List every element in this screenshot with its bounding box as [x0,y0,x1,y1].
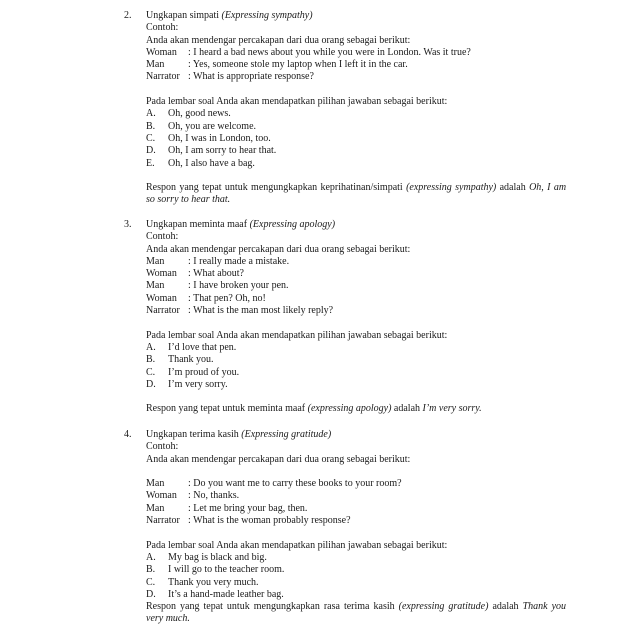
dialogue-line: Man : I really made a mistake. [146,255,290,267]
answer-paragraph: Respon yang tepat untuk mengungkapkan keprihatinan/simpati (expressing sympathy) adalah Oh, I am so sorry to hear that. [146,182,567,206]
options-intro: Pada lembar soal Anda akan mendapatkan pilihan jawaban sebagai berikut: [146,96,448,108]
section-number: 4. [124,429,132,440]
section-number: 2. [124,10,132,21]
option-item: D. Oh, I am sorry to hear that. [146,145,277,157]
options-intro: Pada lembar soal Anda akan mendapatkan pilihan jawaban sebagai berikut: [146,539,448,551]
dialogue-line: Narrator : What is appropriate response? [146,71,314,83]
section-title: Ungkapan meminta maaf (Expressing apology) [146,219,336,230]
option-item: E. Oh, I also have a bag. [146,157,255,169]
dialogue-line: Woman : No, thanks. [146,490,240,502]
dialogue-line: Woman : I heard a bad news about you while you were in London. Was it true? [146,46,471,58]
dialogue-line: Woman : What about? [146,268,244,280]
contoh-label: Contoh: [146,441,179,453]
option-item: D. I’m very sorry. [146,378,228,390]
intro-text: Anda akan mendengar percakapan dari dua orang sebagai berikut: [146,243,411,255]
option-item: C. Thank you very much. [146,576,259,588]
dialogue-line: Man : Let me bring your bag, then. [146,502,308,514]
option-item: D. It’s a hand-made leather bag. [146,588,284,600]
option-item: A. Oh, good news. [146,108,231,120]
options-intro: Pada lembar soal Anda akan mendapatkan pilihan jawaban sebagai berikut: [146,329,448,341]
option-item: A. I’d love that pen. [146,341,237,353]
dialogue-line: Narrator : What is the man most likely reply? [146,305,334,317]
answer-paragraph: Respon yang tepat untuk meminta maaf (expressing apology) adalah I’m very sorry. [146,403,482,415]
dialogue-line: Man : Yes, someone stole my laptop when I left it in the car. [146,59,408,71]
option-item: B. Thank you. [146,354,214,366]
intro-text: Anda akan mendengar percakapan dari dua orang sebagai berikut: [146,453,411,465]
option-item: C. Oh, I was in London, too. [146,132,271,144]
intro-text: Anda akan mendengar percakapan dari dua orang sebagai berikut: [146,34,411,46]
dialogue-line: Man : Do you want me to carry these books to your room? [146,478,402,490]
dialogue-line: Woman : That pen? Oh, no! [146,292,266,304]
dialogue-line: Man : I have broken your pen. [146,280,289,292]
answer-paragraph: Respon yang tepat untuk mengungkapkan rasa terima kasih (expressing gratitude) adalah Thank you very much. [146,601,567,625]
contoh-label: Contoh: [146,22,179,34]
option-item: A. My bag is black and big. [146,551,267,563]
section-title: Ungkapan simpati (Expressing sympathy) [146,10,313,21]
section-title: Ungkapan terima kasih (Expressing gratitude) [146,429,332,440]
option-item: B. I will go to the teacher room. [146,564,285,576]
section-number: 3. [124,219,132,230]
dialogue-line: Narrator : What is the woman probably response? [146,515,351,527]
option-item: B. Oh, you are welcome. [146,120,257,132]
contoh-label: Contoh: [146,231,179,243]
option-item: C. I’m proud of you. [146,366,240,378]
